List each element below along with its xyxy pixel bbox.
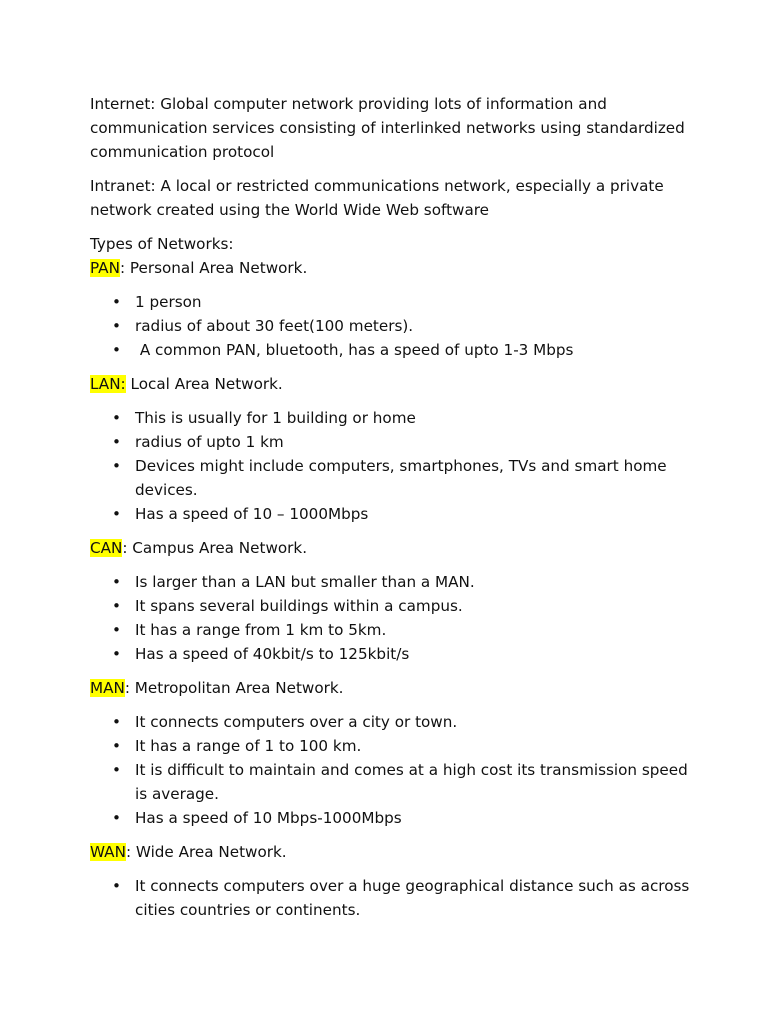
list-item: • Devices might include computers, smartphones, TVs and smart home devices. <box>90 454 698 502</box>
list-item: • Is larger than a LAN but smaller than a MAN. <box>90 570 698 594</box>
list-item: • This is usually for 1 building or home <box>90 406 698 430</box>
list-item: • A common PAN, bluetooth, has a speed of upto 1-3 Mbps <box>90 338 698 362</box>
list-item: • It has a range of 1 to 100 km. <box>90 734 698 758</box>
list-item: • It has a range from 1 km to 5km. <box>90 618 698 642</box>
network-title-0 <box>90 256 698 280</box>
network-title-3 <box>90 676 698 700</box>
network-title-4 <box>90 840 698 864</box>
bullet-list <box>90 874 698 922</box>
bullet-list <box>90 710 698 830</box>
list-item: • It spans several buildings within a campus. <box>90 594 698 618</box>
list-item: • Has a speed of 10 – 1000Mbps <box>90 502 698 526</box>
list-item: • It connects computers over a city or town. <box>90 710 698 734</box>
network-description: : Metropolitan Area Network. <box>124 679 344 697</box>
types-heading: Types of Networks: <box>90 235 234 253</box>
network-term-highlight: CAN <box>90 539 123 557</box>
bullet-list <box>90 290 698 362</box>
network-types-list <box>90 256 698 922</box>
list-item: • Has a speed of 40kbit/s to 125kbit/s <box>90 642 698 666</box>
list-item: • 1 person <box>90 290 698 314</box>
network-title-1 <box>90 372 698 396</box>
list-item: • radius of upto 1 km <box>90 430 698 454</box>
intranet-definition: Intranet: A local or restricted communications network, especially a private network created using the World Wide Web software <box>90 177 664 219</box>
bullet-list <box>90 570 698 666</box>
network-term-highlight: LAN: <box>90 375 126 393</box>
network-description: : Personal Area Network. <box>119 259 308 277</box>
network-term-highlight: MAN <box>90 679 125 697</box>
network-description: Local Area Network. <box>125 375 283 393</box>
network-description: : Wide Area Network. <box>125 843 287 861</box>
network-term-highlight: PAN <box>90 259 120 277</box>
network-term-highlight: WAN <box>90 843 126 861</box>
network-title-2 <box>90 536 698 560</box>
network-description: : Campus Area Network. <box>122 539 308 557</box>
bullet-list <box>90 406 698 526</box>
list-item: • It connects computers over a huge geographical distance such as across cities countries or continents. <box>90 874 698 922</box>
list-item: • Has a speed of 10 Mbps-1000Mbps <box>90 806 698 830</box>
list-item: • radius of about 30 feet(100 meters). <box>90 314 698 338</box>
internet-definition: Internet: Global computer network providing lots of information and communication services consisting of interlinked networks using standardized communication protocol <box>90 95 685 161</box>
list-item: • It is difficult to maintain and comes at a high cost its transmission speed is average. <box>90 758 698 806</box>
